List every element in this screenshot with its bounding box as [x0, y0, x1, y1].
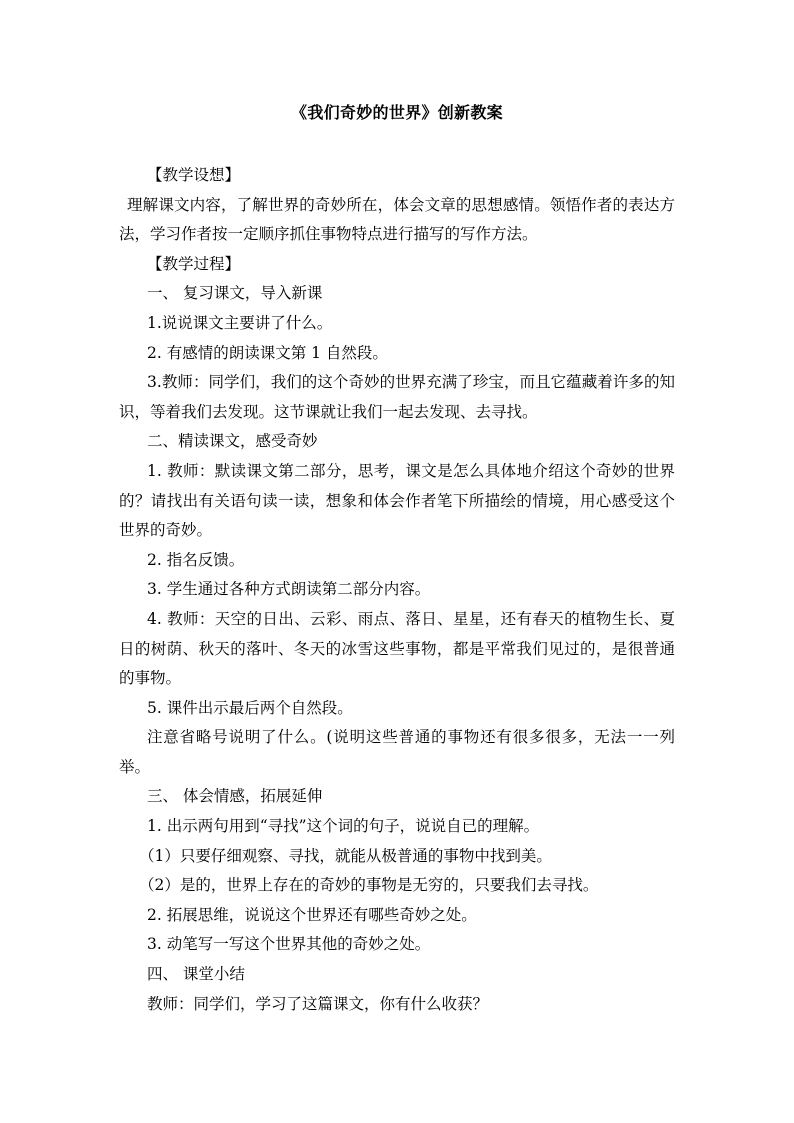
list-item: 1.说说课文主要讲了什么。 — [147, 313, 333, 332]
list-item: 3. 学生通过各种方式朗读第二部分内容。 — [147, 580, 431, 599]
step-heading-2: 二、精读课文，感受奇妙 — [147, 432, 318, 451]
list-item: 1. 教师：默读课文第二部分，思考，课文是怎么具体地介绍这个奇妙的世界的？请找出有关语句读一读，想象和体会作者笔下所描绘的情境，用心感受这个世界的奇妙。 — [119, 461, 675, 540]
section-heading-teaching-process: 【教学过程】 — [147, 254, 241, 273]
list-item: 3.教师：同学们，我们的这个奇妙的世界充满了珍宝，而且它蕴藏着许多的知识，等着我们去发现。这节课就让我们一起去发现、去寻找。 — [119, 373, 675, 421]
list-item: 4. 教师：天空的日出、云彩、雨点、落日、星星，还有春天的植物生长、夏日的树荫、秋天的落叶、冬天的冰雪这些事物，都是平常我们见过的，是很普通的事物。 — [119, 609, 675, 688]
step-heading-1: 一、 复习课文，导入新课 — [147, 284, 323, 303]
document-body — [119, 161, 675, 1019]
step-heading-3: 三、 体会情感，拓展延伸 — [147, 787, 323, 806]
list-item: （2）是的，世界上存在的奇妙的事物是无穷的，只要我们去寻找。 — [139, 876, 599, 895]
list-item: 3. 动笔写一写这个世界其他的奇妙之处。 — [147, 935, 431, 954]
list-item: 2. 指名反馈。 — [147, 550, 245, 569]
paragraph-summary: 教师：同学们，学习了这篇课文，你有什么收获？ — [147, 994, 489, 1013]
step-heading-4: 四、 课堂小结 — [147, 965, 245, 984]
paragraph-note: 注意省略号说明了什么。(说明这些普通的事物还有很多很多，无法一一列举。 — [119, 728, 675, 776]
list-item: 5. 课件出示最后两个自然段。 — [147, 698, 353, 717]
list-item: （1）只要仔细观察、寻找，就能从极普通的事物中找到美。 — [139, 846, 552, 865]
list-item: 2. 有感情的朗读课文第 1 自然段。 — [147, 343, 388, 362]
section-heading-teaching-concept: 【教学设想】 — [147, 166, 241, 184]
document-title: 《我们奇妙的世界》创新教案 — [291, 103, 503, 122]
paragraph-teaching-concept: 理解课文内容，了解世界的奇妙所在，体会文章的思想感情。领悟作者的表达方法，学习作者按一定顺序抓住事物特点进行描写的写作方法。 — [119, 195, 675, 244]
list-item: 1. 出示两句用到“寻找”这个词的句子，说说自已的理解。 — [147, 817, 540, 836]
list-item: 2. 拓展思维，说说这个世界还有哪些奇妙之处。 — [147, 905, 477, 924]
